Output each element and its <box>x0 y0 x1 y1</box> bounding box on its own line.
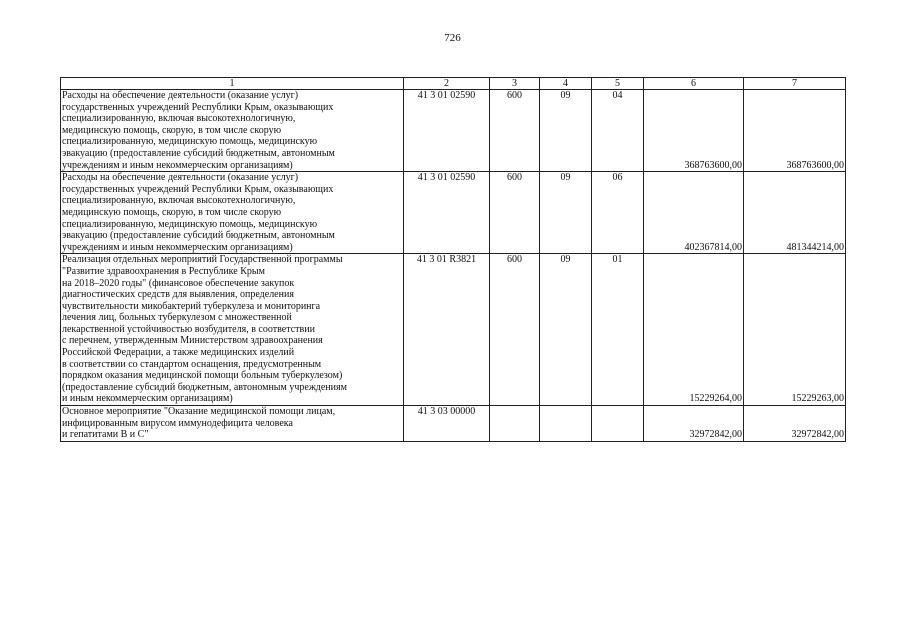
expense-name: Расходы на обеспечение деятельности (оказание услуг) государственных учреждений Республики Крым, оказывающих специализированную, включая высокотехнологичную, медицинскую помощь, скорую, в том числе скорую специализированную, медицинскую помощь, медицинскую эвакуацию (предоставление субсидий бюджетным, автономным учреждениям и иным некоммерческим организациям) <box>61 172 404 254</box>
column-header-3: 3 <box>490 78 540 90</box>
amount-year-1: 15229264,00 <box>644 254 744 406</box>
target-article-code: 41 3 01 R3821 <box>404 254 490 406</box>
section-code: 09 <box>540 172 592 254</box>
table-row <box>61 172 846 254</box>
budget-table <box>60 77 846 442</box>
section-code <box>540 406 592 442</box>
target-article-code: 41 3 01 02590 <box>404 90 490 172</box>
target-article-code: 41 3 03 00000 <box>404 406 490 442</box>
expense-type-code: 600 <box>490 90 540 172</box>
column-header-7: 7 <box>744 78 846 90</box>
subsection-code: 04 <box>592 90 644 172</box>
subsection-code: 06 <box>592 172 644 254</box>
target-article-code: 41 3 01 02590 <box>404 172 490 254</box>
section-code: 09 <box>540 90 592 172</box>
amount-year-2: 15229263,00 <box>744 254 846 406</box>
header-row <box>61 78 846 90</box>
amount-year-1: 402367814,00 <box>644 172 744 254</box>
subsection-code: 01 <box>592 254 644 406</box>
table-row <box>61 90 846 172</box>
expense-type-code <box>490 406 540 442</box>
amount-year-2: 368763600,00 <box>744 90 846 172</box>
expense-name: Реализация отдельных мероприятий Государственной программы "Развитие здравоохранения в Республике Крым на 2018–2020 годы" (финансовое обеспечение закупок диагностических средств для выявления, определения чувствительности микобактерий туберкулеза и мониторинга лечения лиц, больных туберкулезом с множественной лекарственной устойчивостью возбудителя, в соответствии с перечнем, утвержденным Министерством здравоохранения Российской Федерации, а также медицинских изделий в соответствии со стандартом оснащения, предусмотренным порядком оказания медицинской помощи больным туберкулезом) (предоставление субсидий бюджетным, автономным учреждениям и иным некоммерческим организациям) <box>61 254 404 406</box>
amount-year-1: 32972842,00 <box>644 406 744 442</box>
section-code: 09 <box>540 254 592 406</box>
column-header-2: 2 <box>404 78 490 90</box>
table-row <box>61 406 846 442</box>
expense-name: Расходы на обеспечение деятельности (оказание услуг) государственных учреждений Республики Крым, оказывающих специализированную, включая высокотехнологичную, медицинскую помощь, скорую, в том числе скорую специализированную, медицинскую помощь, медицинскую эвакуацию (предоставление субсидий бюджетным, автономным учреждениям и иным некоммерческим организациям) <box>61 90 404 172</box>
expense-type-code: 600 <box>490 172 540 254</box>
amount-year-2: 32972842,00 <box>744 406 846 442</box>
column-header-1: 1 <box>61 78 404 90</box>
table-row <box>61 254 846 406</box>
expense-name: Основное мероприятие "Оказание медицинской помощи лицам, инфицированным вирусом иммунодефицита человека и гепатитами В и С" <box>61 406 404 442</box>
column-header-6: 6 <box>644 78 744 90</box>
expense-type-code: 600 <box>490 254 540 406</box>
page-number: 726 <box>444 32 461 44</box>
amount-year-2: 481344214,00 <box>744 172 846 254</box>
subsection-code <box>592 406 644 442</box>
column-header-5: 5 <box>592 78 644 90</box>
column-header-4: 4 <box>540 78 592 90</box>
amount-year-1: 368763600,00 <box>644 90 744 172</box>
